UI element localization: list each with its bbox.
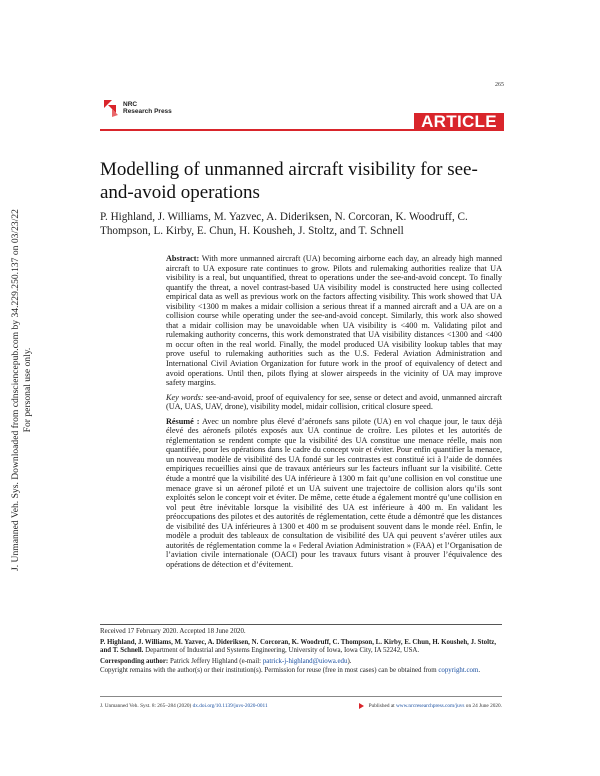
keywords-paragraph xyxy=(166,393,502,412)
article-type-banner: ARTICLE xyxy=(414,113,504,131)
bottom-citation-bar xyxy=(100,703,502,709)
copyright-text: Copyright remains with the author(s) or their institution(s). Permission for reuse (free in most cases) can be obtained from xyxy=(100,666,437,674)
page-number: 265 xyxy=(495,82,504,88)
side-note-line-1: J. Unmanned Veh. Sys. Downloaded from cdnsciencepub.com by 34.229.250.137 on 03/23/22 xyxy=(10,209,22,571)
nrc-logo-icon xyxy=(100,98,120,118)
header-rule xyxy=(100,129,414,131)
publisher-logo xyxy=(100,98,172,118)
publisher-subname: Research Press xyxy=(123,108,172,115)
resume-text: Avec un nombre plus élevé d’aéronefs sans pilote (UA) en vol chaque jour, le taux déjà élevé des aéronefs pilotés exposés aux UA continue de croître. Les pilotes et les autorités de réglementation se rendent compte que la visibilité des UA constitue une menace réelle, mais non quantifiée, pour les opérations dans le cadre du concept voir et éviter. Pour enfin quantifier la menace, un nouveau modèle de visibilité des UA fondé sur les contrastes est constitué ici à l’aide de données empiriques recueillies ainsi que de travaux antérieurs sur les facteurs influant sur la visibilité. Cette étude a montré que la visibilité des UA inférieure à 1300 m fait qu’une collision en vol constitue une menace grave si un aéronef piloté et un UA suivent une trajectoire de collision alors qu’ils sont exploités selon le concept voir et éviter. De même, cette étude a également montré qu’une collision en vol peut être inévitable lorsque la visibilité des UA est inférieure à 400 m. En validant les préoccupations des pilotes et des autorités de réglementation, cette étude a démontré que les distances de visibilité des UA inférieures à 1300 et 400 m se produisent souvent dans le monde réel. Enfin, le modèle a produit des tableaux de consultation de visibilité des UA qui peuvent s’avérer utiles aux autorités de réglementation comme la « Federal Aviation Administration » (FAA) et l’Organisation de l’aviation civile internationale (OACI) pour les travaux futurs visant à prouver l’équivalence des opérations de détection et d’évitement. xyxy=(166,416,502,569)
published-info xyxy=(359,703,502,709)
keywords-label: Key words: xyxy=(166,392,204,402)
citation-info xyxy=(100,703,268,709)
corresponding-email-link[interactable]: patrick-j-highland@uiowa.edu xyxy=(262,658,348,666)
download-side-note xyxy=(2,180,42,600)
abstract-paragraph xyxy=(166,254,502,388)
published-prefix: Published at xyxy=(368,703,395,710)
received-dates: Received 17 February 2020. Accepted 18 June 2020. xyxy=(100,628,246,635)
abstract-label: Abstract: xyxy=(166,254,200,263)
bottom-rule xyxy=(100,696,502,697)
paper-title: Modelling of unmanned aircraft visibility for see-and-avoid operations xyxy=(100,159,478,203)
abstract-section xyxy=(166,254,502,575)
corresponding-author-note xyxy=(100,658,502,666)
keywords-text: see-and-avoid, proof of equivalency for see, sense or detect and avoid, unmanned aircraft (UA, UAS, UAV, drone), visibility model, midair collision, critical closure speed. xyxy=(166,392,502,412)
journal-website-link[interactable]: www.nrcresearchpress.com/juvs xyxy=(395,703,465,710)
affiliation-text: Department of Industrial and Systems Engineering, University of Iowa, Iowa City, IA 52242, USA. xyxy=(145,647,420,655)
resume-label: Résumé : xyxy=(166,416,200,426)
corresponding-text: Patrick Jeffery Highland (e-mail: xyxy=(169,658,262,666)
corresponding-close: ). xyxy=(347,658,352,666)
author-list: P. Highland, J. Williams, M. Yazvec, A. Dideriksen, N. Corcoran, K. Woodruff, C. Thompson, L. Kirby, E. Chun, H. Kousheh, J. Stoltz, and T. Schnell xyxy=(100,211,468,238)
copyright-link[interactable]: copyright.com xyxy=(438,666,479,674)
footer-notes xyxy=(100,628,502,675)
corresponding-label: Corresponding author: xyxy=(100,658,169,666)
resume-paragraph xyxy=(166,417,502,570)
published-suffix: on 24 June 2020. xyxy=(465,703,502,710)
side-note-line-2: For personal use only. xyxy=(22,347,34,433)
arrow-right-icon xyxy=(359,703,364,709)
publisher-name: NRC xyxy=(123,101,138,108)
affiliation-authors: P. Highland, J. Williams, M. Yazvec, A. Dideriksen, N. Corcoran, K. Woodruff, C. Thompson, L. Kirby, E. Chun, H. Kousheh, J. Stoltz, and T. Schnell. xyxy=(100,638,497,655)
doi-link[interactable]: dx.doi.org/10.1139/juvs-2020-0011 xyxy=(192,703,268,709)
abstract-text: With more unmanned aircraft (UA) becoming airborne each day, an already high manned aircraft to UA exposure rate continues to grow. Pilots and rulemaking authorities realize that UA visibility is a real, but unquantified, threat to operations under the see-and-avoid concept. To finally quantify the threat, a novel contrast-based UA visibility model is constructed here using collected empirical data as well as previous work on the factors affecting visibility. This work showed that UA visibility <1300 m makes a midair collision a serious threat if a manned aircraft and a UA are on a collision course while operating under the see-and-avoid concept. Similarly, this work also showed that a midair collision may be unavoidable when UA visibility is <400 m. Validating pilot and rulemaking authority concerns, this work demonstrated that UA visibility distances <1300 and <400 m occur often in the real world. Finally, the model produced UA visibility lookup tables that may prove useful to rulemaking authorities such as the U.S. Federal Aviation Administration and International Civil Aviation Organization for future work in the proof of equivalency of detect and avoid operations. Until then, pilots flying at slower airspeeds in the vicinity of UA may improve safety margins. xyxy=(166,254,502,388)
copyright-note xyxy=(100,667,502,675)
affiliation-note xyxy=(100,639,502,656)
citation-text: J. Unmanned Veh. Syst. 8: 265–284 (2020) xyxy=(100,703,192,709)
copyright-close: . xyxy=(478,666,481,674)
footer-rule xyxy=(100,624,502,625)
